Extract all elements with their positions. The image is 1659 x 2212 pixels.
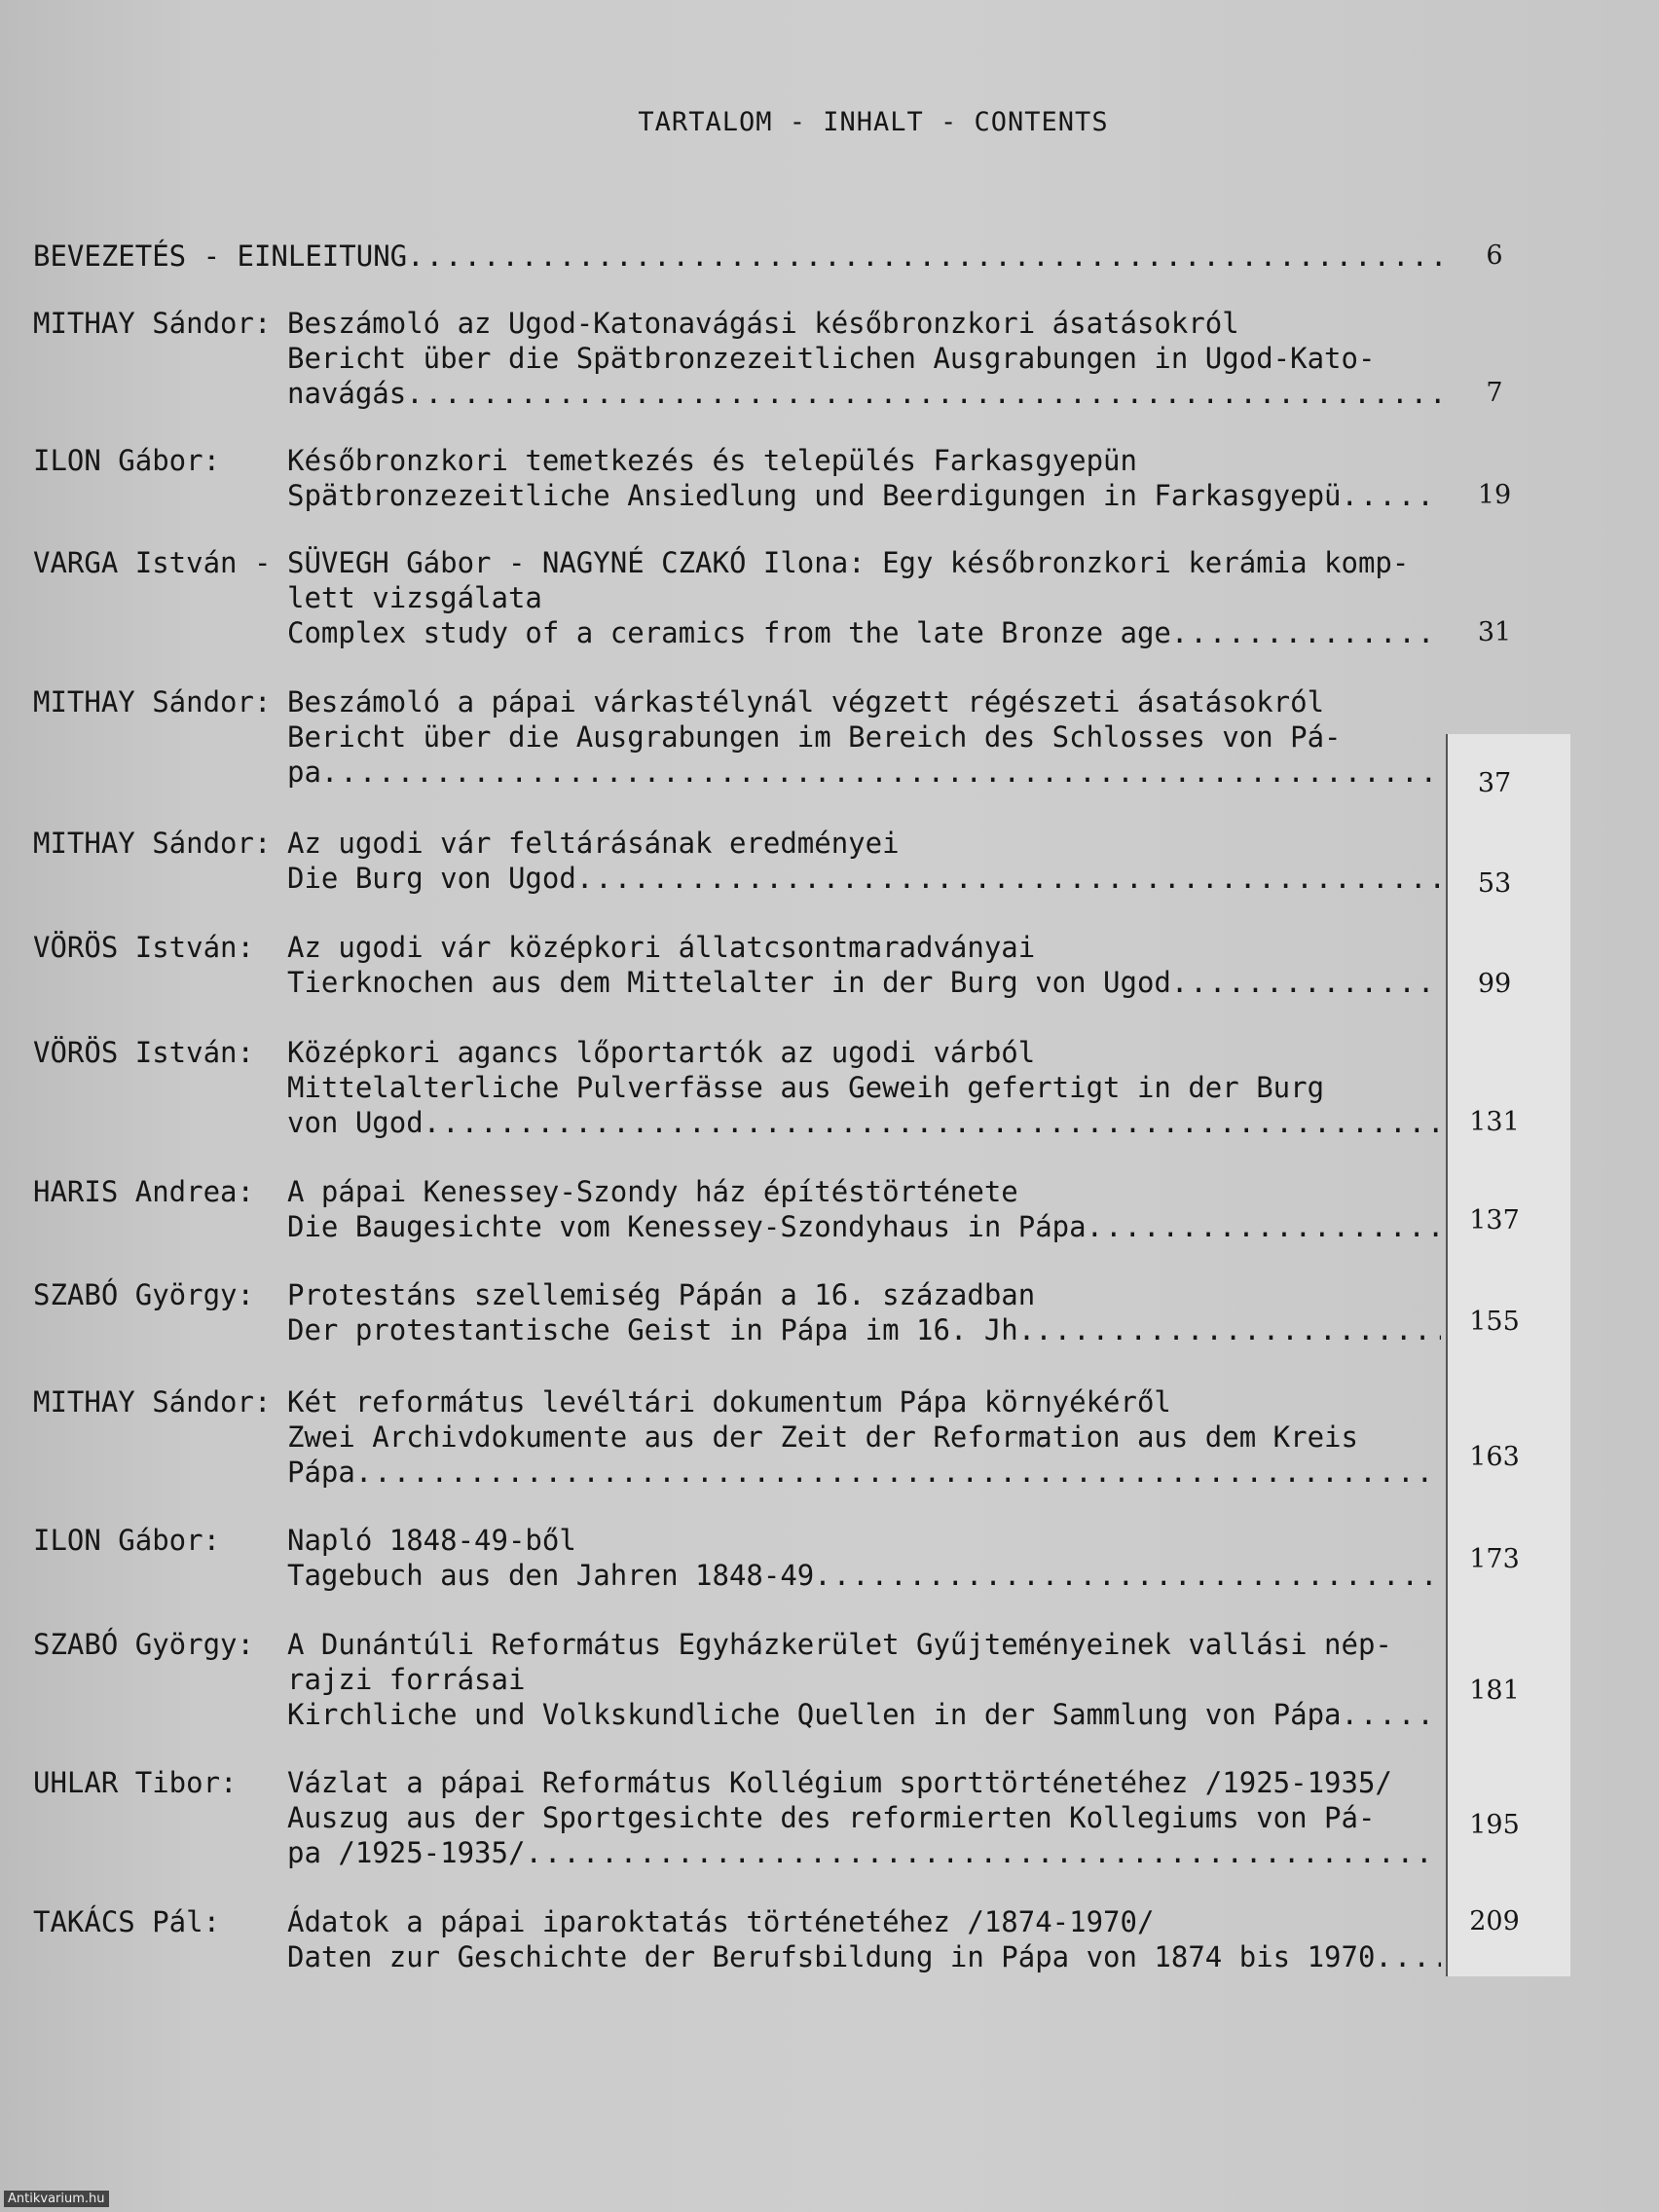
entry-line: Auszug aus der Sportgesichte des reformierten Kollegiums von Pá- [287,1801,1376,1834]
page-number: 99 [1477,969,1512,999]
entry-author: HARIS Andrea: [33,1175,254,1208]
entry-line: Két református levéltári dokumentum Pápa környékéről [287,1385,1171,1419]
entry-author: SZABÓ György: [33,1628,254,1661]
page-number: 131 [1469,1107,1520,1137]
page-number: 209 [1469,1906,1520,1936]
page-number: 173 [1469,1544,1520,1574]
entry-author: VÖRÖS István: [33,1036,254,1069]
entry-line: A pápai Kenessey-Szondy ház építéstörténete [287,1175,1018,1208]
entry-line: Tagebuch aus den Jahren 1848-49 [287,1559,815,1592]
entry-author: UHLAR Tibor: [33,1766,238,1799]
page-number: 7 [1486,378,1503,408]
entry-line: A Dunántúli Református Egyházkerület Gyűjteményeinek vallási nép- [287,1628,1392,1661]
entry-line: Beszámoló az Ugod-Katonavágási későbronzkori ásatásokról [287,307,1239,340]
entry-author: MITHAY Sándor: [33,827,272,860]
entry-line: pa [287,756,321,789]
entry-line: Die Burg von Ugod [287,862,576,895]
entry-line: pa /1925-1935/ [287,1836,526,1869]
entry-author: VÖRÖS István: [33,931,254,964]
entry-line: Bericht über die Ausgrabungen im Bereich des Schlosses von Pá- [287,720,1342,754]
entry-line: lett vizsgálata [287,581,542,614]
entry-line: Napló 1848-49-ből [287,1524,576,1557]
entry-line: Vázlat a pápai Református Kollégium sporttörténetéhez /1925-1935/ [287,1766,1392,1799]
entry-line: Pápa [287,1456,355,1489]
entry-author: ILON Gábor: [33,1524,221,1557]
entry-line: Az ugodi vár középkori állatcsontmaradványai [287,931,1036,964]
entry-line: Későbronzkori temetkezés és település Farkasgyepün [287,444,1137,477]
entry-line: Daten zur Geschichte der Berufsbildung in Pápa von 1874 bis 1970 [287,1940,1376,1973]
page-number: 6 [1486,240,1503,271]
entry-line: Die Baugesichte vom Kenessey-Szondyhaus in Pápa [287,1210,1087,1243]
entry-author: MITHAY Sándor: [33,307,272,340]
entry-line: Ádatok a pápai iparoktatás történetéhez /1874-1970/ [287,1905,1155,1938]
entry-line: Spätbronzezeitliche Ansiedlung und Beerdigungen in Farkasgyepü [287,479,1342,512]
entry-title [33,239,1441,274]
entry-line: von Ugod [287,1106,424,1139]
page-number: 19 [1477,480,1512,510]
watermark: Antikvarium.hu [4,2191,109,2207]
entry-author: MITHAY Sándor: [33,685,272,719]
entry-author: MITHAY Sándor: [33,1385,272,1419]
page-number: 37 [1477,768,1512,798]
entry-author: VARGA István - [33,546,288,579]
entry-line: Zwei Archivdokumente aus der Zeit der Reformation aus dem Kreis [287,1420,1358,1454]
entry-line: Protestáns szellemiség Pápán a 16. században [287,1278,1036,1311]
entry-line: Az ugodi vár feltárásának eredményei [287,827,900,860]
page-number: 181 [1469,1676,1520,1706]
entry-author: TAKÁCS Pál: [33,1905,221,1938]
entry-line: SÜVEGH Gábor - NAGYNÉ CZAKÓ Ilona: Egy későbronzkori kerámia komp- [287,546,1410,579]
entry-line: Mittelalterliche Pulverfässe aus Geweih gefertigt in der Burg [287,1071,1325,1104]
entry-line: Beszámoló a pápai várkastélynál végzett régészeti ásatásokról [287,685,1325,719]
page-number: 137 [1469,1205,1520,1235]
intro-title: BEVEZETÉS - EINLEITUNG [33,240,408,273]
page-number: 31 [1477,617,1512,647]
page-number: 53 [1477,868,1512,899]
page-number-strip [1446,734,1570,1976]
entry-author: ILON Gábor: [33,444,221,477]
entry-line: rajzi forrásai [287,1663,526,1696]
page-number: 155 [1469,1307,1520,1337]
page-number: 195 [1469,1810,1520,1840]
entry-author: SZABÓ György: [33,1278,254,1311]
entry-line: Tierknochen aus dem Mittelalter in der Burg von Ugod [287,966,1171,999]
entry-line: Complex study of a ceramics from the late Bronze age [287,616,1171,649]
entry-line: Bericht über die Spätbronzezeitlichen Ausgrabungen in Ugod-Kato- [287,342,1376,375]
entry-line: Der protestantische Geist in Pápa im 16. Jh. [287,1313,1036,1346]
page-number: 163 [1469,1442,1520,1472]
page-title: TARTALOM - INHALT - CONTENTS [638,107,1109,137]
entry-line: navágás [287,377,407,410]
entry-line: Kirchliche und Volkskundliche Quellen in der Sammlung von Pápa [287,1698,1342,1731]
entry-line: Középkori agancs lőportartók az ugodi várból [287,1036,1036,1069]
